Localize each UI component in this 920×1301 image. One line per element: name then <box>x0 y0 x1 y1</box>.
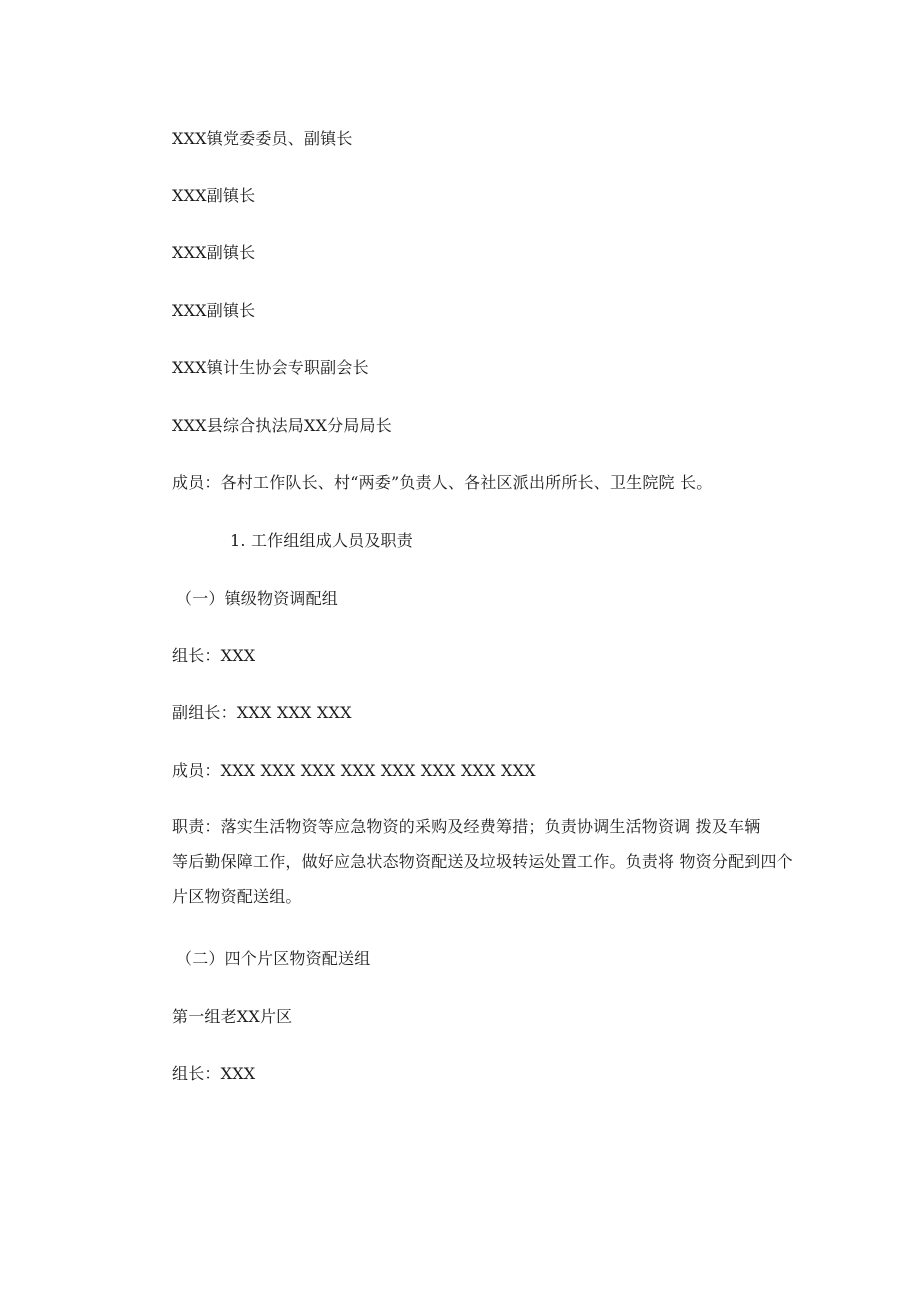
duties-row-2: 等后勤保障工作，做好应急状态物资配送及垃圾转运处置工作。负责将 物资分配到四个 <box>172 852 793 871</box>
member-line-2: XXX副镇长 <box>172 186 256 205</box>
subsection-heading-2: （二）四个片区物资配送组 <box>176 949 371 968</box>
duties-row-1: 职责：落实生活物资等应急物资的采购及经费筹措；负责协调生活物资调 拨及车辆 <box>172 817 761 836</box>
duties-row-3: 片区物资配送组。 <box>172 887 302 906</box>
section-heading: 1. 工作组组成人员及职责 <box>230 531 413 550</box>
subsection-heading-1: （一）镇级物资调配组 <box>176 589 339 608</box>
member-line-3: XXX副镇长 <box>172 243 256 262</box>
group-members-line: 成员：XXX XXX XXX XXX XXX XXX XXX XXX <box>172 761 536 780</box>
members-line: 成员：各村工作队长、村“两委”负责人、各社区派出所所长、卫生院院 长。 <box>172 473 713 492</box>
member-line-4: XXX副镇长 <box>172 301 256 320</box>
duties-paragraph <box>172 809 794 914</box>
group-one-leader-line: 组长：XXX <box>172 1064 256 1083</box>
member-line-1: XXX镇党委委员、副镇长 <box>172 129 353 148</box>
member-line-5: XXX镇计生协会专职副会长 <box>172 358 369 377</box>
group-leader-line: 组长：XXX <box>172 646 256 665</box>
group-one-line: 第一组老XX片区 <box>172 1007 293 1026</box>
deputy-leader-line: 副组长：XXX XXX XXX <box>172 703 352 722</box>
member-line-6: XXX县综合执法局XX分局局长 <box>172 416 392 435</box>
